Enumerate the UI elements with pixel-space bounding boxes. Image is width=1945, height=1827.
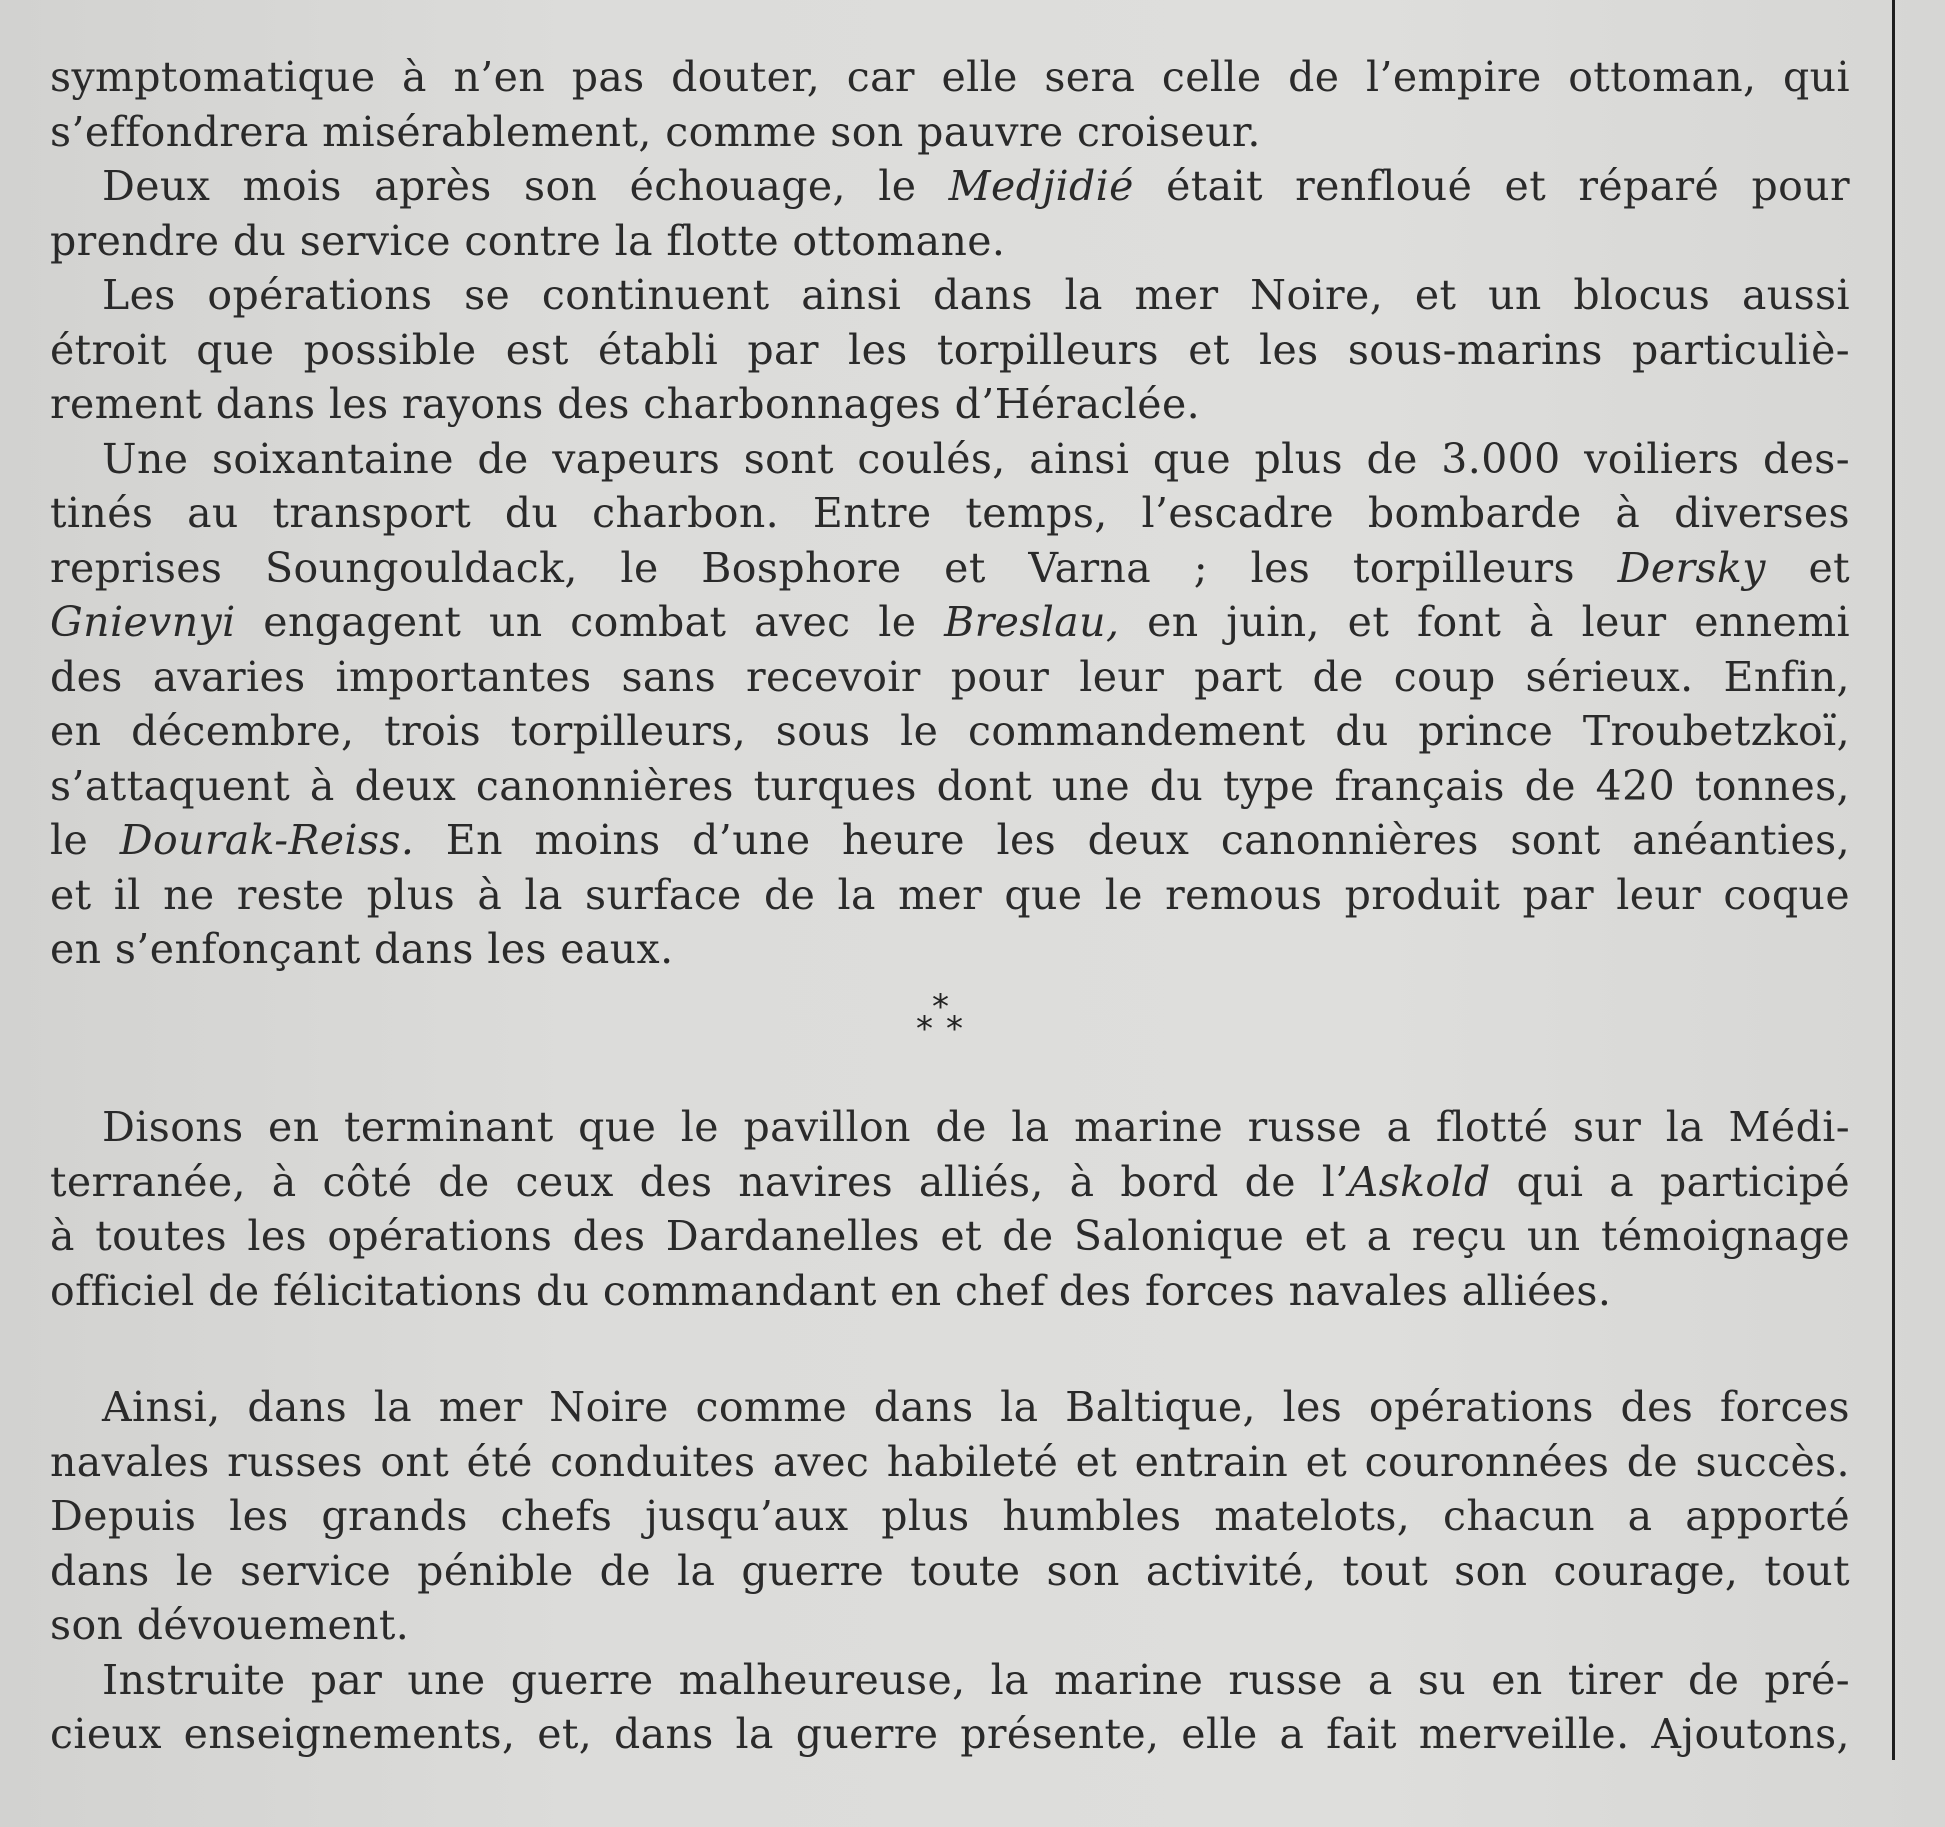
text-line: [50, 1544, 1850, 1599]
body-text: navales russes ont été conduites avec habileté et entrain et couronnées de succès.: [50, 1437, 1850, 1486]
text-block-middle: [50, 1100, 1850, 1318]
body-text: terranée, à côté de ceux des navires alliés, à bord de l’: [50, 1157, 1349, 1206]
italic-text: Medjidié: [948, 162, 1134, 210]
text-line: [50, 159, 1850, 214]
body-text: à toutes les opérations des Dardanelles et de Salonique et a reçu un témoignage: [50, 1212, 1850, 1260]
body-text: tinés au transport du charbon. Entre temps, l’escadre bombarde à diverses: [50, 489, 1850, 537]
text-block-top: [50, 50, 1850, 977]
italic-text: Dourak-Reiss.: [119, 816, 415, 864]
body-text: qui a participé: [1490, 1157, 1851, 1206]
text-line: [50, 650, 1850, 705]
italic-text: Askold: [1348, 1157, 1491, 1206]
body-text: cieux enseignements, et, dans la guerre présente, elle a fait merveille. Ajoutons,: [50, 1710, 1850, 1758]
body-text: en décembre, trois torpilleurs, sous le commandement du prince Troubetzkoï,: [50, 707, 1850, 755]
text-line: [50, 432, 1850, 487]
text-line: [50, 922, 1850, 977]
text-line: [50, 268, 1850, 323]
body-text: et: [1765, 543, 1850, 592]
body-text: s’effondrera misérablement, comme son pauvre croiseur.: [50, 107, 1261, 156]
text-line: [50, 1489, 1850, 1544]
body-text: Deux mois après son échouage, le: [102, 162, 949, 210]
text-line: [50, 486, 1850, 541]
text-line: [50, 704, 1850, 759]
text-line: [50, 1155, 1850, 1210]
body-text: engagent un combat avec le: [235, 598, 945, 646]
body-text: reprises Soungouldack, le Bosphore et Varna ; les torpilleurs: [50, 543, 1618, 592]
body-text: Ainsi, dans la mer Noire comme dans la Baltique, les opérations des forces: [102, 1383, 1850, 1431]
body-text: officiel de félicitations du commandant en chef des forces navales alliées.: [50, 1266, 1612, 1315]
body-text: s’attaquent à deux canonnières turques dont une du type français de 420 tonnes,: [50, 761, 1850, 810]
body-text: son dévouement.: [50, 1601, 410, 1649]
text-line: [50, 1100, 1850, 1155]
text-line: [50, 1707, 1850, 1762]
text-line: [50, 50, 1850, 105]
body-text: Une soixantaine de vapeurs sont coulés, ainsi que plus de 3.000 voiliers des-: [102, 434, 1850, 483]
italic-text: Gnievnyi: [50, 598, 236, 646]
text-line: [50, 105, 1850, 160]
body-text: Depuis les grands chefs jusqu’aux plus humbles matelots, chacun a apporté: [50, 1492, 1850, 1540]
italic-text: Breslau,: [944, 598, 1120, 646]
body-text: Instruite par une guerre malheureuse, la marine russe a su en tirer de pré-: [102, 1655, 1850, 1704]
text-line: [50, 323, 1850, 378]
ornament-star: *: [932, 987, 949, 1027]
text-line: [50, 759, 1850, 814]
text-line: [50, 868, 1850, 923]
text-line: [50, 1380, 1850, 1435]
body-text: le: [50, 816, 120, 864]
body-text: prendre du service contre la flotte ottomane.: [50, 216, 1006, 265]
body-text: des avaries importantes sans recevoir pour leur part de coup sérieux. Enfin,: [50, 652, 1850, 701]
ornament-star: *: [946, 1009, 963, 1049]
text-block-bottom: [50, 1380, 1850, 1762]
text-line: [50, 1209, 1850, 1264]
text-line: [50, 1435, 1850, 1490]
text-line: [50, 813, 1850, 868]
text-line: [50, 1598, 1850, 1653]
body-text: et il ne reste plus à la surface de la mer que le remous produit par leur coque: [50, 870, 1850, 919]
text-line: [50, 214, 1850, 269]
text-line: [50, 541, 1850, 596]
italic-text: Dersky: [1617, 543, 1766, 592]
body-text: étroit que possible est établi par les torpilleurs et les sous-marins particuliè-: [50, 325, 1850, 374]
body-text: Les opérations se continuent ainsi dans la mer Noire, et un blocus aussi: [102, 271, 1850, 319]
body-text: en juin, et font à leur ennemi: [1119, 598, 1850, 646]
vertical-rule: [1892, 0, 1895, 1760]
body-text: dans le service pénible de la guerre toute son activité, tout son courage, tout: [50, 1546, 1850, 1595]
ornament-star: *: [916, 1009, 933, 1049]
text-line: [50, 1653, 1850, 1708]
text-line: [50, 377, 1850, 432]
body-text: Disons en terminant que le pavillon de la marine russe a flotté sur la Médi-: [102, 1103, 1850, 1151]
text-line: [50, 595, 1850, 650]
body-text: En moins d’une heure les deux canonnières sont anéanties,: [414, 816, 1851, 864]
text-line: [50, 1264, 1850, 1319]
body-text: symptomatique à n’en pas douter, car elle sera celle de l’empire ottoman, qui: [50, 53, 1850, 101]
body-text: était renfloué et réparé pour: [1133, 162, 1850, 210]
body-text: en s’enfonçant dans les eaux.: [50, 925, 674, 973]
body-text: rement dans les rayons des charbonnages d’Héraclée.: [50, 380, 1201, 428]
asterism-ornament: [910, 987, 980, 1060]
